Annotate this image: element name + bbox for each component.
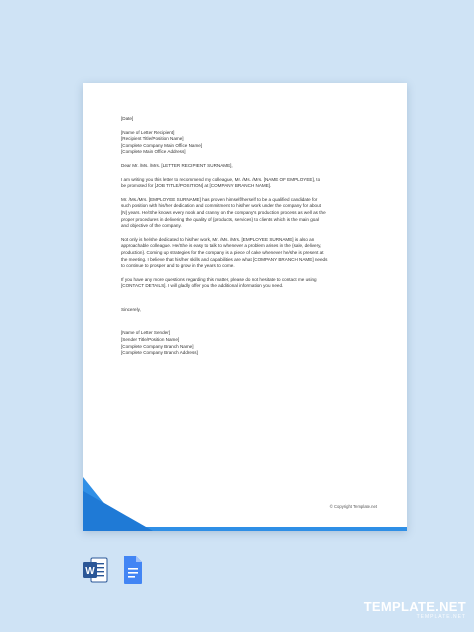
closing: Sincerely, [121,306,141,312]
paragraph-line: approachable colleague. He/She is easy to talk to whenever a problem arises in the {sale, delivery, [121,243,322,249]
svg-text:W: W [85,566,95,577]
recipient-line: [Recipient Title/Position Name] [121,136,184,142]
sender-line: [Complete Company Branch Name] [121,343,194,349]
paragraph-line: the meeting. I believe that his/her skills and capabilities are what [COMPANY BRANCH NAME] needs [121,256,328,262]
salutation: Dear Mr. /Ms. /Mrs. [LETTER RECIPIENT SURNAME], [121,162,233,168]
paragraph-line: be promoted for [JOB TITLE/POSITION] at [COMPANY BRANCH NAME]. [121,183,272,189]
sender-line: [Sender Title/Position Name] [121,337,180,343]
format-icons [82,555,148,585]
copyright-text: © Copyright Template.net [329,504,377,509]
paragraph-line: If you have any more questions regarding this matter, please do not hesitate to contact me using [121,276,317,282]
sender-line: [Complete Company Branch Address] [121,350,198,356]
paragraph-line: Not only is he/she dedicated to his/her work, Mr. /Ms. /Mrs. [EMPLOYEE SURNAME] is also an [121,236,315,242]
letter-body [121,116,376,364]
sender-block [121,330,376,356]
paragraph-line: [N] years. He/She knows every nook and cranny on the company's production process as well as the [121,209,326,215]
paragraph-line: and objective of the company. [121,223,182,229]
brand-subtitle: TEMPLATE.NET [416,614,466,620]
date-line: [Date] [121,116,134,121]
sender-line: [Name of Letter Sender] [121,330,171,336]
recipient-line: [Name of Letter Recipient] [121,129,175,135]
paragraph-line: production}. Coming up strategies for the company is a piece of cake whenever he/she is present at [121,249,324,255]
paragraph-line: to continue to prosper and to grow in the years to come. [121,263,235,269]
recipient-line: [Complete Company Main Office Name] [121,142,203,148]
brand-name: TEMPLATE.NET [363,599,466,614]
google-docs-icon[interactable] [122,555,148,585]
paragraph [121,237,376,270]
letter-page [83,83,407,531]
paragraph [121,277,376,290]
paragraph-line: such position with his/her dedication and commitment to his/her work under the company for about [121,203,321,209]
brand-logo [364,599,466,620]
recipient-block [121,130,376,156]
recipient-line: [Complete Main Office Address] [121,149,186,155]
word-icon[interactable] [82,555,108,585]
paragraph-line: [CONTACT DETAILS]. I will gladly offer you the additional information you need. [121,283,284,289]
paragraph-line: Mr. /Ms./Mrs. [EMPLOYEE SURNAME] has proven himself/herself to be a qualified candidate for [121,196,318,202]
paragraph [121,177,376,190]
paragraph-line: proper procedures in delivering the quality of {products, services} to clients which is the main goal [121,216,319,222]
paragraph-line: I am writing you this letter to recommend my colleague, Mr. /Ms. /Mrs. [NAME OF EMPLOYEE], to [121,176,321,182]
paragraph [121,197,376,230]
